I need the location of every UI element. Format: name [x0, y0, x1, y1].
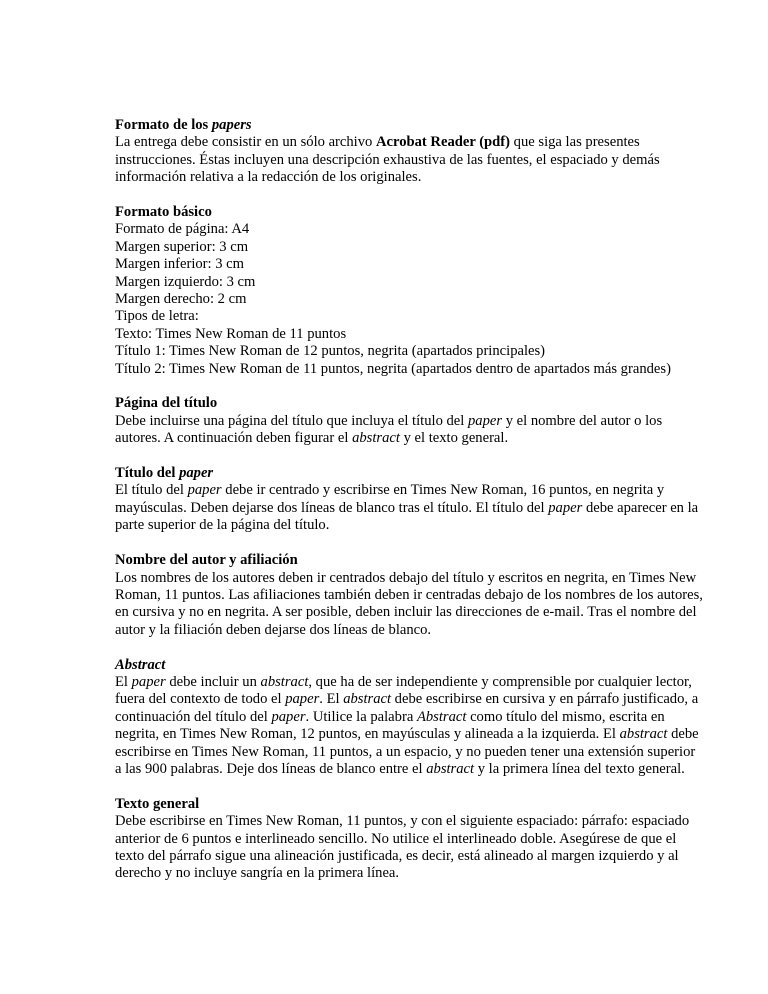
- format-line: Margen inferior: 3 cm: [115, 256, 245, 273]
- section-titulo-paper: [115, 465, 705, 535]
- section-heading: Texto general: [115, 795, 200, 812]
- section-body: El paper debe incluir un abstract, que ha de ser independiente y comprensible por cualquier lector, fuera del contexto de todo el paper. El abstract debe escribirse en cursiva y en párrafo justificado, a continuación del título del paper. Utilice la palabra Abstract como título del mismo, escrita en negrita, en Times New Roman, 12 puntos, en mayúsculas y alineada a la izquierda. El abstract debe escribirse en Times New Roman, 11 puntos, a un espacio, y no pueden tener una extensión superior a las 900 palabras. Deje dos líneas de blanco entre el abstract y la primera línea del texto general.: [115, 673, 699, 777]
- section-heading: Página del título: [115, 395, 218, 412]
- format-line: Título 2: Times New Roman de 11 puntos, negrita (apartados dentro de apartados más grandes): [115, 360, 671, 377]
- section-abstract: [115, 657, 705, 779]
- section-body: El título del paper debe ir centrado y escribirse en Times New Roman, 16 puntos, en negrita y mayúsculas. Deben dejarse dos líneas de blanco tras el título. El título del paper debe aparecer en la parte superior de la página del título.: [115, 482, 699, 534]
- format-line: Margen superior: 3 cm: [115, 238, 249, 255]
- section-formato-papers: [115, 117, 705, 187]
- format-line: Margen izquierdo: 3 cm: [115, 273, 256, 290]
- section-heading: Formato de los papers: [115, 117, 252, 133]
- format-line: Tipos de letra:: [115, 308, 199, 325]
- section-formato-basico: [115, 204, 705, 378]
- format-line: Título 1: Times New Roman de 12 puntos, negrita (apartados principales): [115, 343, 546, 360]
- section-body: Los nombres de los autores deben ir centrados debajo del título y escritos en negrita, en Times New Roman, 11 puntos. Las afiliaciones también deben ir centradas debajo de los nombres de los autores, en cursiva y no en negrita. A ser posible, deben incluir las direcciones de e-mail. Tras el nombre del autor y la filiación deben dejarse dos líneas de blanco.: [115, 569, 703, 638]
- document-page: [115, 117, 705, 900]
- section-heading: Abstract: [115, 656, 166, 673]
- format-line: Margen derecho: 2 cm: [115, 291, 247, 308]
- section-nombre-autor: [115, 552, 705, 639]
- format-line: Formato de página: A4: [115, 221, 250, 238]
- section-heading: Formato básico: [115, 204, 212, 221]
- section-body: Debe escribirse en Times New Roman, 11 puntos, y con el siguiente espaciado: párrafo: espaciado anterior de 6 puntos e interlineado sencillo. No utilice el interlineado doble. Asegúrese de que el texto del párrafo sigue una alineación justificada, es decir, está alineado al margen izquierdo y al derecho y no incluye sangría en la primera línea.: [115, 813, 690, 882]
- section-pagina-titulo: [115, 395, 705, 447]
- section-heading: Nombre del autor y afiliación: [115, 552, 298, 569]
- section-body: Debe incluirse una página del título que incluya el título del paper y el nombre del autor o los autores. A continuación deben figurar el abstract y el texto general.: [115, 412, 663, 447]
- section-heading: Título del paper: [115, 465, 214, 482]
- format-line: Texto: Times New Roman de 11 puntos: [115, 325, 347, 342]
- section-texto-general: [115, 796, 705, 883]
- section-body: La entrega debe consistir en un sólo archivo Acrobat Reader (pdf) que siga las presentes instrucciones. Éstas incluyen una descripción exhaustiva de las fuentes, el espaciado y demás información relativa a la redacción de los originales.: [115, 134, 660, 186]
